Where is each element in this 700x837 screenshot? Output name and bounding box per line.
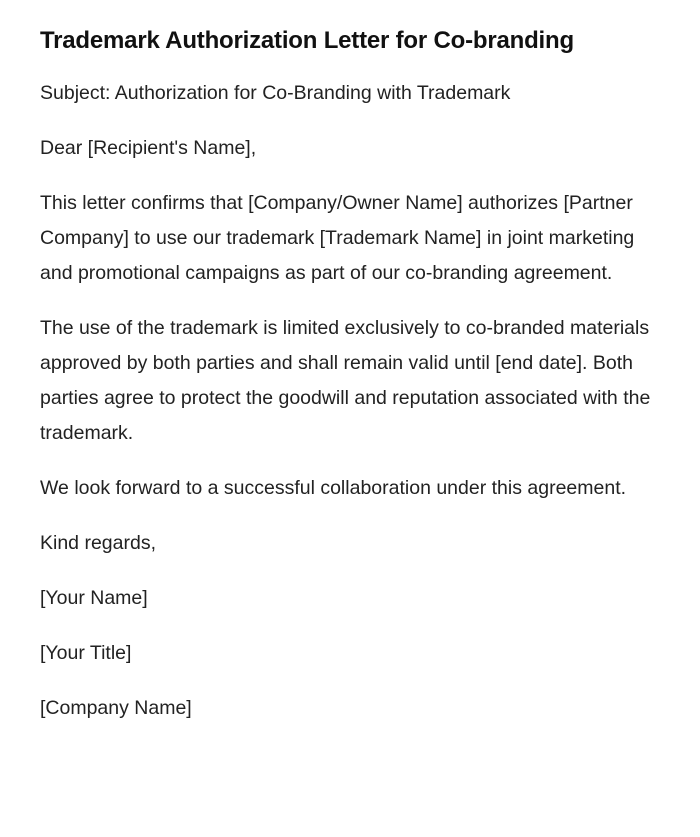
- letter-closing: Kind regards,: [40, 532, 156, 554]
- signature-name: [Your Name]: [40, 587, 148, 609]
- signature-title: [Your Title]: [40, 642, 132, 664]
- signature-company: [Company Name]: [40, 697, 192, 719]
- letter-salutation: Dear [Recipient's Name],: [40, 137, 257, 159]
- letter-paragraph-confirmation: This letter confirms that [Company/Owner Name] authorizes [Partner Company] to use our trademark [Trademark Name] in joint marketing and promotional campaigns as part of our co-branding agreement.: [40, 192, 635, 284]
- letter-title: Trademark Authorization Letter for Co-branding: [40, 27, 574, 54]
- letter-paragraph-closing-remark: We look forward to a successful collaboration under this agreement.: [40, 477, 627, 499]
- letter-paragraph-usage-terms: The use of the trademark is limited exclusively to co-branded materials approved by both parties and shall remain valid until [end date]. Both parties agree to protect the goodwill and reputation associated with the trademark.: [40, 317, 651, 444]
- letter-subject: Subject: Authorization for Co-Branding with Trademark: [40, 82, 511, 104]
